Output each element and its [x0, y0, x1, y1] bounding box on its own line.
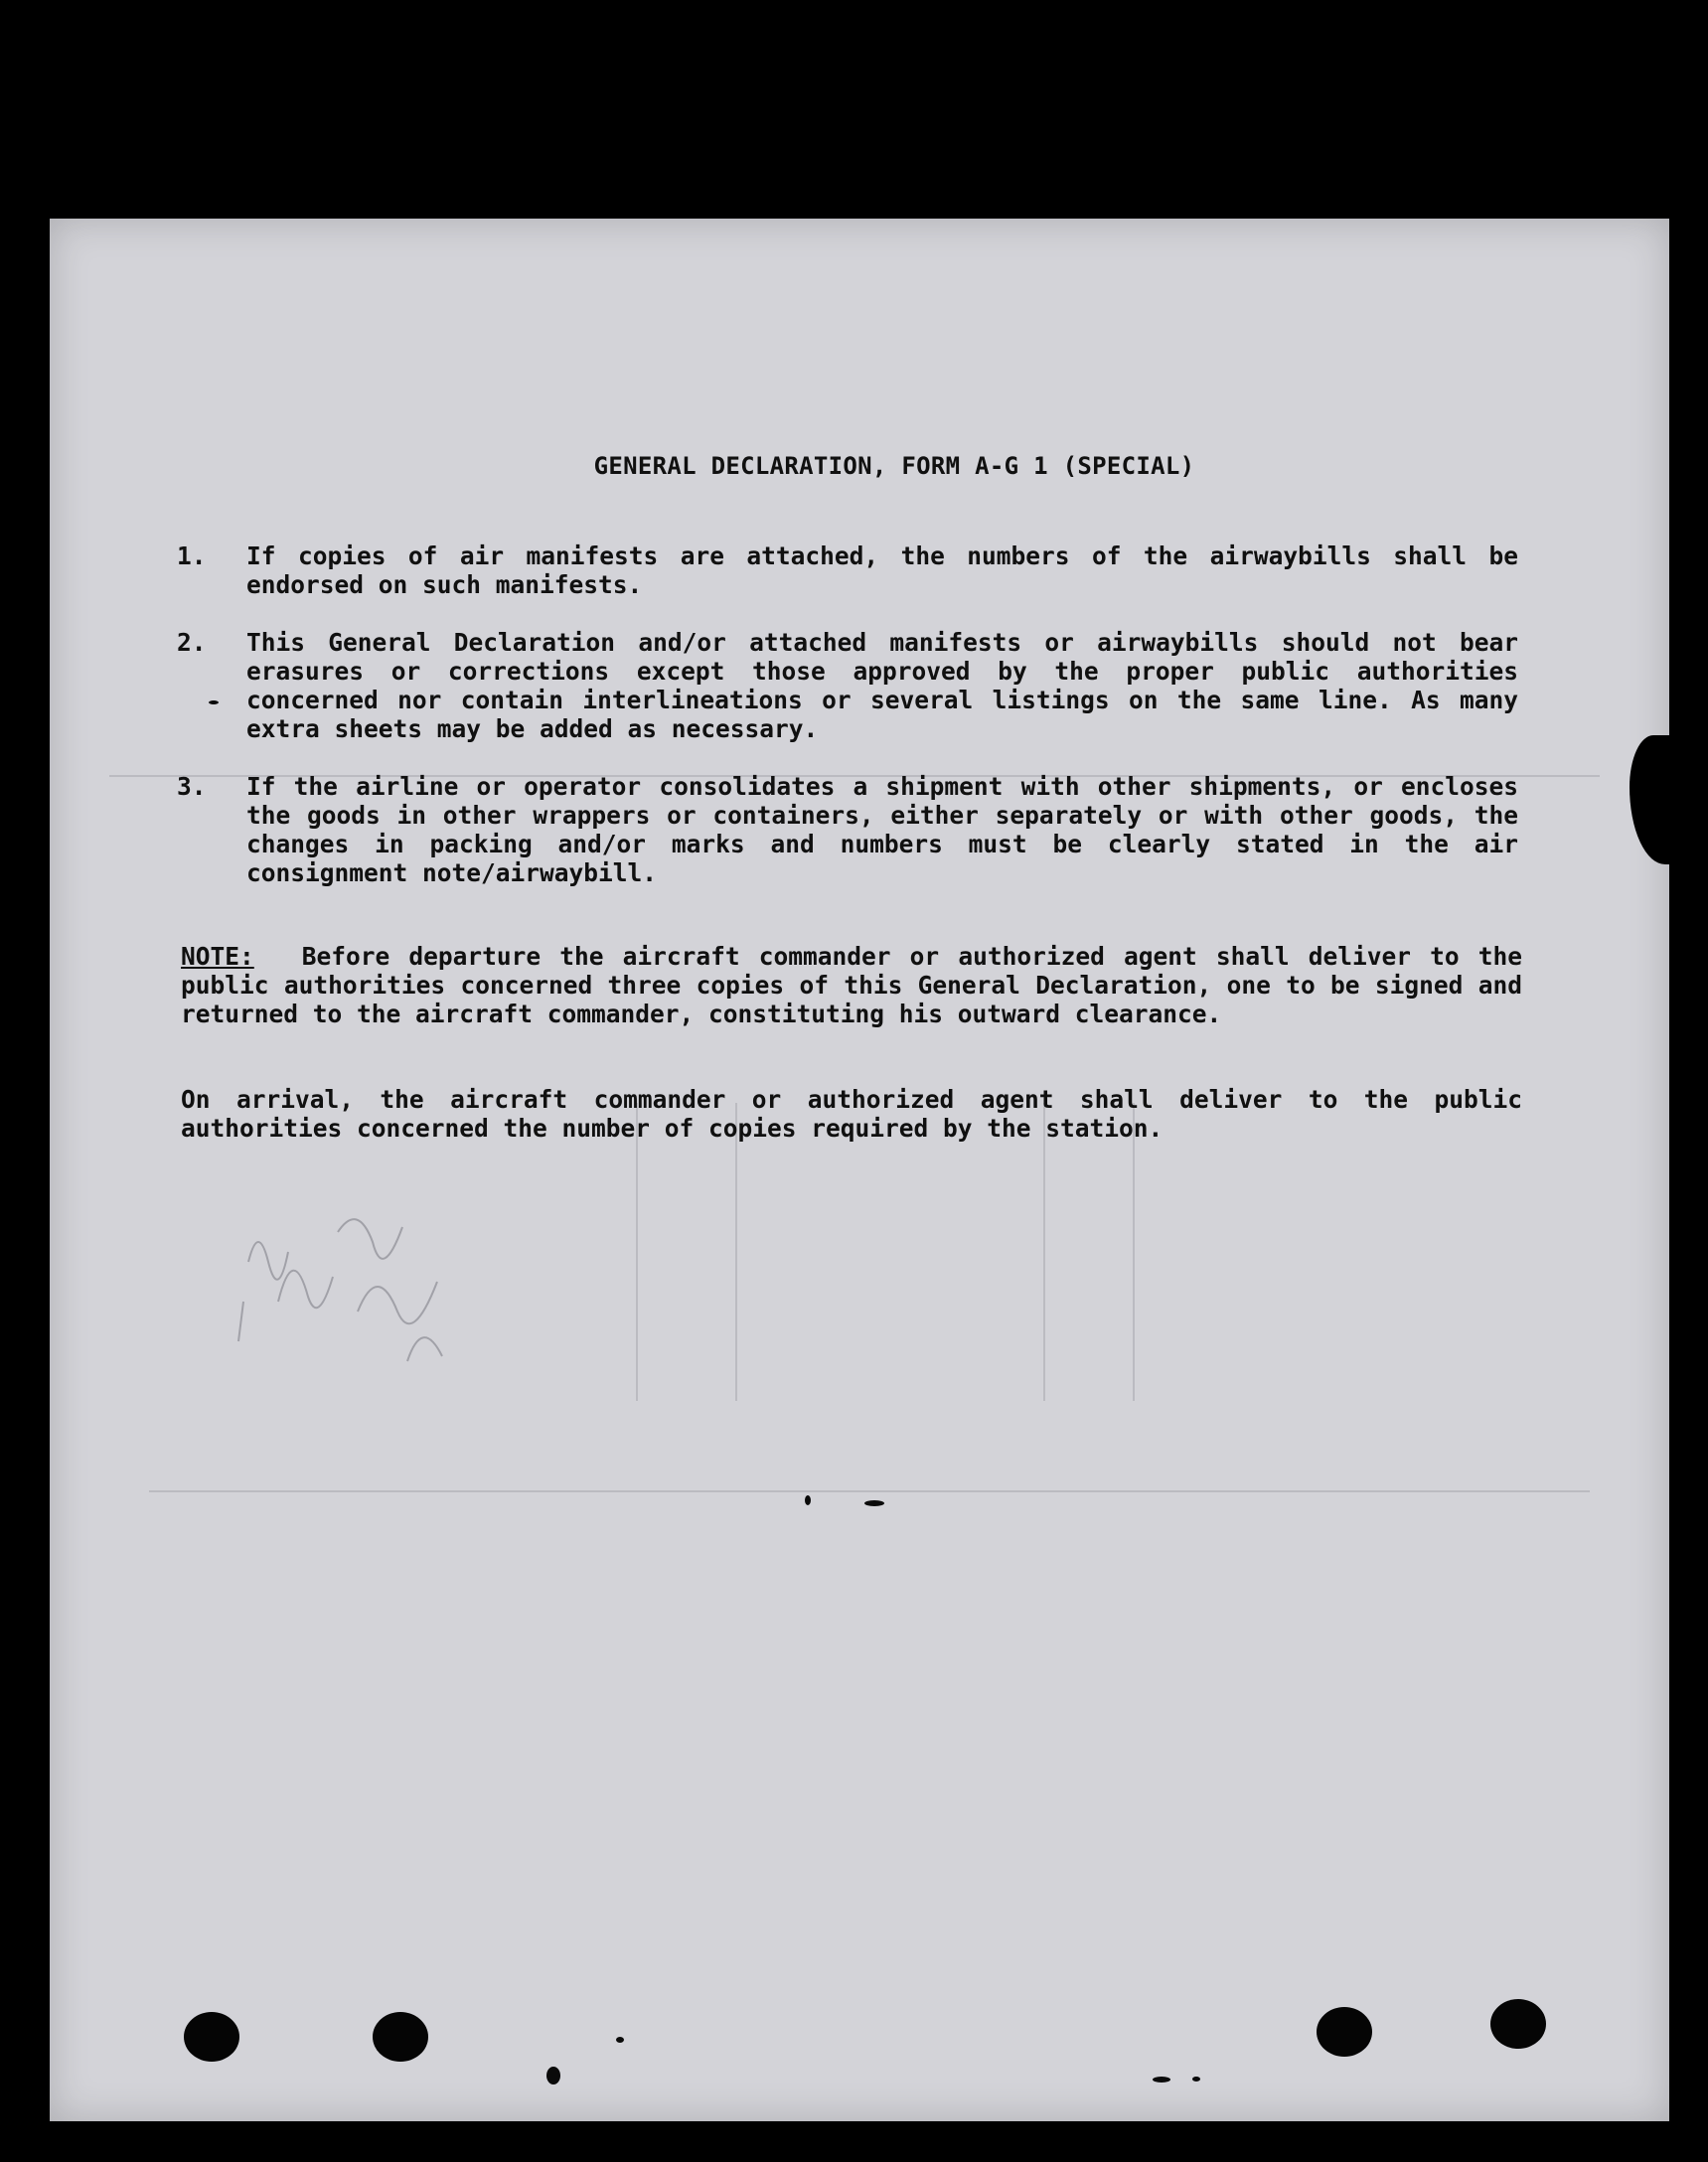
punch-hole — [184, 2012, 239, 2062]
page-title: GENERAL DECLARATION, FORM A-G 1 (SPECIAL) — [593, 452, 1195, 480]
arrival-paragraph: On arrival, the aircraft commander or authorized agent shall deliver to the public authorities concerned the number of copies required by the station. — [181, 1085, 1522, 1143]
item-number: 1. — [177, 541, 207, 570]
speck — [616, 2037, 624, 2043]
speck — [805, 1495, 811, 1505]
item-text: If copies of air manifests are attached, the numbers of the airwaybills shall be endorsed on such manifests. — [246, 541, 1518, 599]
speck — [209, 700, 219, 704]
punch-hole — [1490, 1999, 1546, 2049]
speck — [1192, 2077, 1200, 2082]
punch-hole — [1317, 2007, 1372, 2057]
speck — [1153, 2077, 1170, 2083]
bleed-rule — [636, 1103, 638, 1401]
bleed-rule — [735, 1103, 737, 1401]
item-text: This General Declaration and/or attached manifests or airwaybills should not bear erasures or corrections except those approved by the proper public authorities concerned nor contain interlineations or several listings on the same line. As many extra sheets may be added as necessary. — [246, 628, 1518, 743]
bleed-rule — [1043, 1103, 1045, 1401]
speck — [864, 1500, 884, 1506]
speck — [546, 2067, 560, 2085]
item-text: If the airline or operator consolidates a shipment with other shipments, or encloses the goods in other wrappers or containers, either separately or with other goods, the changes in packing and/or marks and numbers must be clearly stated in the air consignment note/airwaybill. — [246, 772, 1518, 887]
bleed-rule — [149, 1490, 1590, 1492]
item-number: 2. — [177, 628, 207, 657]
bleed-rule — [1133, 1103, 1135, 1401]
note-text: Before departure the aircraft commander or authorized agent shall deliver to the public authorities concerned three copies of this General Declaration, one to be signed and returned to the aircraft commander, constituting his outward clearance. — [181, 942, 1522, 1028]
note-paragraph — [181, 942, 1522, 1028]
item-number: 3. — [177, 772, 207, 801]
pencil-scribble — [219, 1143, 517, 1401]
note-label: NOTE: — [181, 942, 254, 971]
document-page — [50, 219, 1669, 2121]
punch-hole — [373, 2012, 428, 2062]
